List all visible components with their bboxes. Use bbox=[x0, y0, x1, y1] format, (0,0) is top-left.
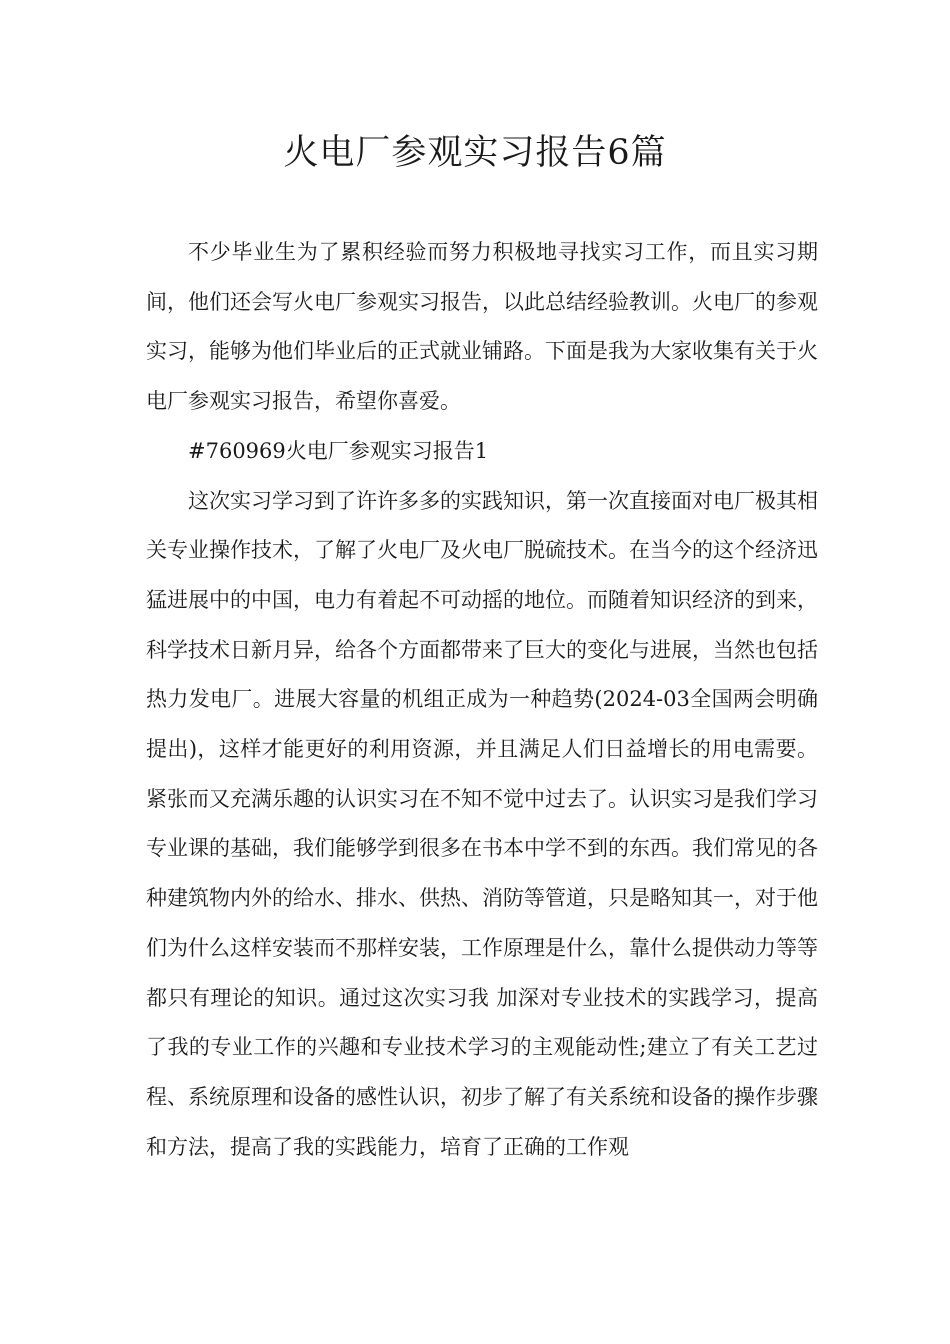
section-paragraph: 这次实习学习到了许许多多的实践知识，第一次直接面对电厂极其相关专业操作技术，了解了火电厂及火电厂脱硫技术。在当今的这个经济迅猛进展中的中国，电力有着起不可动摇的地位。而随着知识经济的到来，科学技术日新月异，给各个方面都带来了巨大的变化与进展，当然也包括热力发电厂。进展大容量的机组正成为一种趋势(2024-03全国两会明确提出)，这样才能更好的利用资源，并且满足人们日益增长的用电需要。紧张而又充满乐趣的认识实习在不知不觉中过去了。认识实习是我们学习专业课的基础，我们能够学到很多在书本中学不到的东西。我们常见的各种建筑物内外的给水、排水、供热、消防等管道，只是略知其一，对于他们为什么这样安装而不那样安装，工作原理是什么，靠什么提供动力等等都只有理论的知识。通过这次实习我 加深对专业技术的实践学习，提高了我的专业工作的兴趣和专业技术学习的主观能动性;建立了有关工艺过程、系统原理和设备的感性认识，初步了解了有关系统和设备的操作步骤和方法，提高了我的实践能力，培育了正确的工作观 bbox=[146, 488, 818, 1159]
section-heading: #760969火电厂参观实习报告1 bbox=[188, 438, 489, 463]
intro-paragraph: 不少毕业生为了累积经验而努力积极地寻找实习工作，而且实习期间，他们还会写火电厂参观实习报告，以此总结经验教训。火电厂的参观实习，能够为他们毕业后的正式就业铺路。下面是我为大家收集有关于火电厂参观实习报告，希望你喜爱。 bbox=[146, 240, 818, 414]
document-title: 火电厂参观实习报告6篇 bbox=[283, 133, 667, 173]
document-body bbox=[146, 228, 818, 1172]
